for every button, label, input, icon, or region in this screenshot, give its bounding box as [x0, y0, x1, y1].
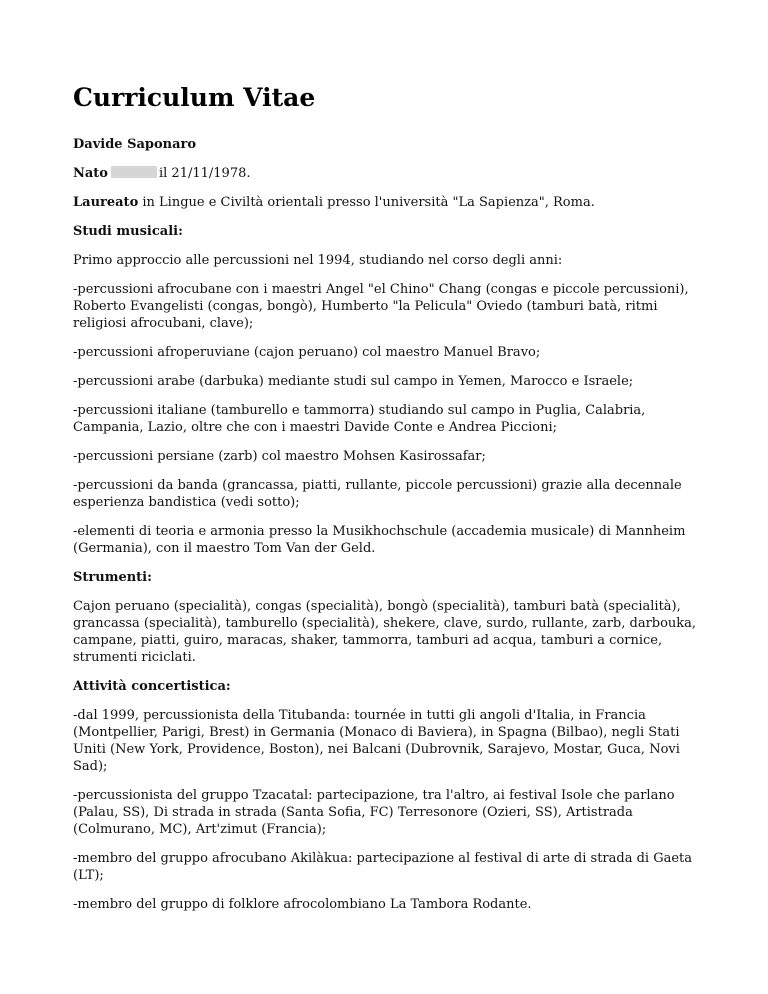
- birth-date: il 21/11/1978.: [158, 166, 251, 181]
- person-name: Davide Saponaro: [73, 137, 197, 152]
- birth-line: [73, 165, 703, 182]
- instruments-heading: [73, 569, 703, 586]
- concerts-heading: [73, 678, 703, 695]
- studies-item: -percussioni italiane (tamburello e tammorra) studiando sul campo in Puglia, Calabria, Campania, Lazio, oltre che con i maestri Davide Conte e Andrea Piccioni;: [73, 403, 646, 435]
- concerts-item: -membro del gruppo afrocubano Akilàkua: partecipazione al festival di arte di strada di Gaeta (LT);: [73, 851, 693, 883]
- concerts-heading-text: Attività concertistica:: [73, 679, 231, 694]
- studies-item: -percussioni arabe (darbuka) mediante studi sul campo in Yemen, Marocco e Israele;: [73, 374, 634, 389]
- studies-item: -percussioni afroperuviane (cajon peruano) col maestro Manuel Bravo;: [73, 345, 541, 360]
- concerts-item: -percussionista del gruppo Tzacatal: partecipazione, tra l'altro, ai festival Isole che parlano (Palau, SS), Di strada in strada (Santa Sofia, FC) Terresonore (Ozieri, SS), Artistrada (Colmurano, MC), Art'zimut (Francia);: [73, 788, 675, 837]
- studies-item: -elementi di teoria e armonia presso la Musikhochschule (accademia musicale) di Mannheim (Germania), con il maestro Tom Van der Geld.: [73, 524, 686, 556]
- document-body: [73, 82, 703, 925]
- redacted-birthplace: [111, 166, 157, 178]
- studies-item: -percussioni persiane (zarb) col maestro Mohsen Kasirossafar;: [73, 449, 486, 464]
- studies-heading: [73, 223, 703, 240]
- concerts-item: -membro del gruppo di folklore afrocolombiano La Tambora Rodante.: [73, 897, 532, 912]
- degree-label: Laureato: [73, 195, 139, 210]
- instruments-heading-text: Strumenti:: [73, 570, 152, 585]
- document-title: Curriculum Vitae: [73, 83, 316, 112]
- name-line: [73, 136, 703, 153]
- instruments-text: Cajon peruano (specialità), congas (specialità), bongò (specialità), tamburi batà (specialità), grancassa (specialità), tamburello (specialità), shekere, clave, surdo, rullante, zarb, darbouka, campane, piatti, guiro, maracas, shaker, tammorra, tamburi ad acqua, tamburi a cornice, strumenti riciclati.: [73, 599, 697, 665]
- degree-line: [73, 194, 703, 211]
- studies-item: -percussioni da banda (grancassa, piatti, rullante, piccole percussioni) grazie alla decennale esperienza bandistica (vedi sotto);: [73, 478, 682, 510]
- birth-label: Nato: [73, 166, 108, 181]
- studies-heading-text: Studi musicali:: [73, 224, 183, 239]
- studies-item: -percussioni afrocubane con i maestri Angel "el Chino" Chang (congas e piccole percussioni), Roberto Evangelisti (congas, bongò), Humberto "la Pelicula" Oviedo (tamburi batà, ritmi religiosi afrocubani, clave);: [73, 282, 689, 331]
- concerts-item: -dal 1999, percussionista della Titubanda: tournée in tutti gli angoli d'Italia, in Francia (Montpellier, Parigi, Brest) in Germania (Monaco di Baviera), in Spagna (Bilbao), negli Stati Uniti (New York, Providence, Boston), nei Balcani (Dubrovnik, Sarajevo, Mostar, Guca, Novi Sad);: [73, 708, 680, 774]
- degree-text: in Lingue e Civiltà orientali presso l'università "La Sapienza", Roma.: [142, 195, 595, 210]
- studies-intro: Primo approccio alle percussioni nel 1994, studiando nel corso degli anni:: [73, 253, 563, 268]
